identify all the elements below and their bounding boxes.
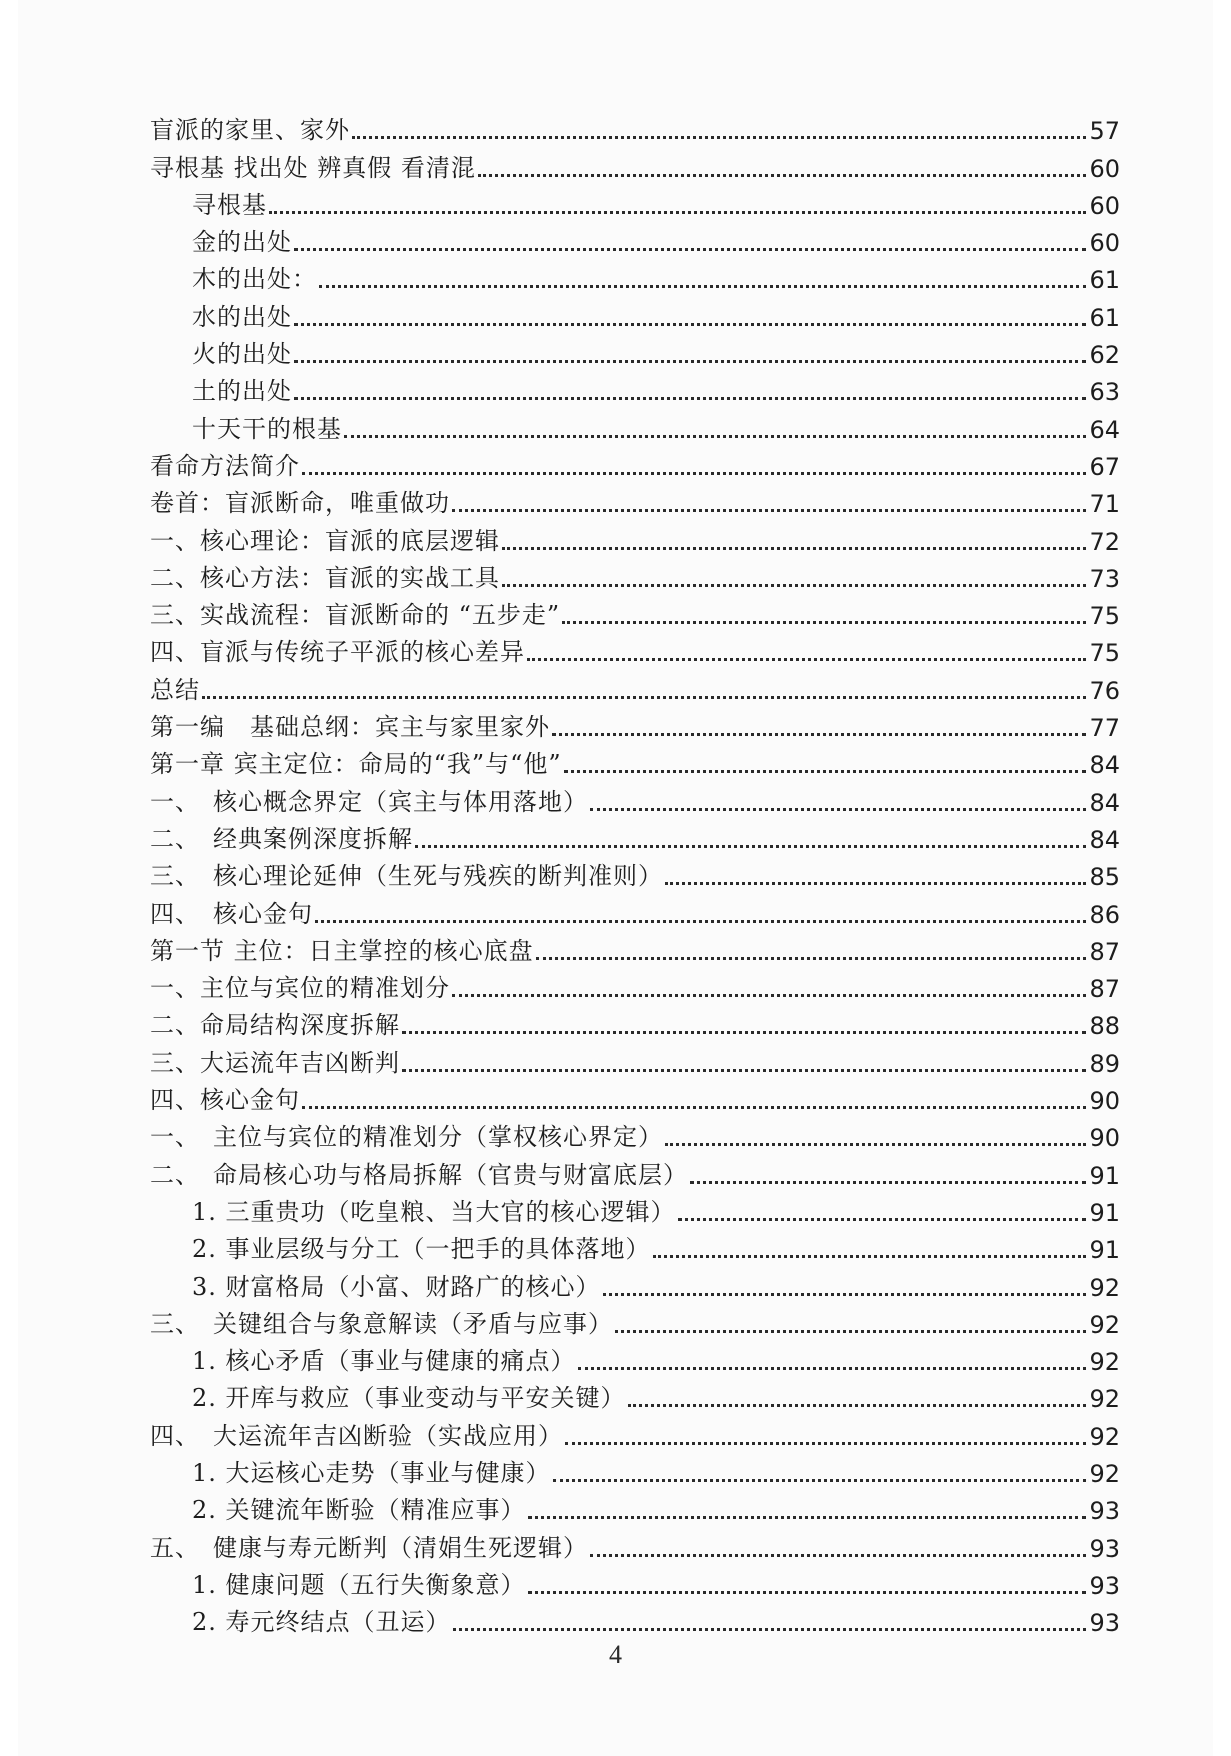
toc-entry-title: 金的出处	[192, 228, 292, 257]
toc-entry-title: 四、 核心金句	[150, 899, 313, 928]
dot-leader	[415, 845, 1086, 848]
toc-entry[interactable]	[150, 709, 1120, 746]
toc-entry[interactable]	[150, 224, 1120, 261]
dot-leader	[269, 211, 1086, 214]
dot-leader	[294, 323, 1086, 326]
toc-entry-title: 木的出处：	[192, 265, 317, 294]
toc-entry-page: 84	[1089, 751, 1120, 780]
toc-entry[interactable]	[150, 1007, 1120, 1044]
toc-entry-title: 寻根基	[192, 190, 267, 219]
toc-entry-title: 三、实战流程：盲派断命的 “五步走”	[150, 601, 561, 630]
toc-entry-page: 92	[1089, 1310, 1120, 1339]
toc-entry-title: 寻根基 找出处 辨真假 看清混	[150, 153, 476, 182]
toc-entry[interactable]	[150, 298, 1120, 335]
toc-entry[interactable]	[150, 1082, 1120, 1119]
toc-entry-page: 76	[1089, 676, 1120, 705]
toc-entry-page: 93	[1089, 1571, 1120, 1600]
toc-entry[interactable]	[150, 1343, 1120, 1380]
dot-leader	[552, 733, 1086, 736]
dot-leader	[302, 472, 1086, 475]
dot-leader	[452, 994, 1086, 997]
toc-entry[interactable]	[150, 112, 1120, 149]
toc-entry-page: 75	[1089, 639, 1120, 668]
toc-entry-page: 87	[1089, 937, 1120, 966]
toc-entry[interactable]	[150, 149, 1120, 186]
toc-entry[interactable]	[150, 1231, 1120, 1268]
dot-leader	[536, 957, 1086, 960]
toc-entry-page: 91	[1089, 1198, 1120, 1227]
toc-entry-title: 2. 事业层级与分工（一把手的具体落地）	[192, 1235, 651, 1264]
toc-entry[interactable]	[150, 634, 1120, 671]
dot-leader	[690, 1181, 1086, 1184]
toc-entry-title: 四、盲派与传统子平派的核心差异	[150, 638, 525, 667]
toc-entry-title: 第一编 基础总纲：宾主与家里家外	[150, 713, 550, 742]
dot-leader	[352, 136, 1086, 139]
toc-entry[interactable]	[150, 1268, 1120, 1305]
toc-entry-title: 2. 寿元终结点（丑运）	[192, 1608, 451, 1637]
toc-entry-page: 61	[1089, 266, 1120, 295]
page-number: 4	[609, 1640, 622, 1669]
toc-entry[interactable]	[150, 410, 1120, 447]
dot-leader	[528, 1516, 1086, 1519]
toc-entry-page: 75	[1089, 602, 1120, 631]
dot-leader	[562, 621, 1086, 624]
dot-leader	[590, 808, 1086, 811]
dot-leader	[528, 1591, 1086, 1594]
toc-entry[interactable]	[150, 1194, 1120, 1231]
toc-entry[interactable]	[150, 1380, 1120, 1417]
toc-entry-title: 总结	[150, 675, 200, 704]
toc-entry-page: 88	[1089, 1012, 1120, 1041]
toc-entry-page: 90	[1089, 1124, 1120, 1153]
dot-leader	[665, 882, 1086, 885]
toc-entry-page: 91	[1089, 1236, 1120, 1265]
toc-entry[interactable]	[150, 373, 1120, 410]
toc-entry[interactable]	[150, 597, 1120, 634]
dot-leader	[590, 1554, 1086, 1557]
toc-entry-title: 五、 健康与寿元断判（清娟生死逻辑）	[150, 1533, 588, 1562]
toc-entry-title: 卷首：盲派断命，唯重做功	[150, 489, 450, 518]
toc-entry-title: 2. 关键流年断验（精准应事）	[192, 1496, 526, 1525]
toc-entry[interactable]	[150, 560, 1120, 597]
toc-entry-page: 92	[1089, 1422, 1120, 1451]
toc-entry-page: 92	[1089, 1348, 1120, 1377]
toc-entry-title: 一、 主位与宾位的精准划分（掌权核心界定）	[150, 1123, 663, 1152]
dot-leader	[578, 1367, 1086, 1370]
toc-entry[interactable]	[150, 261, 1120, 298]
dot-leader	[202, 696, 1086, 699]
toc-entry-title: 三、 关键组合与象意解读（矛盾与应事）	[150, 1309, 613, 1338]
toc-entry[interactable]	[150, 1604, 1120, 1641]
toc-entry-page: 67	[1089, 452, 1120, 481]
toc-entry-page: 60	[1089, 191, 1120, 220]
dot-leader	[294, 360, 1086, 363]
toc-entry-title: 1. 三重贵功（吃皇粮、当大官的核心逻辑）	[192, 1197, 676, 1226]
toc-entry-page: 64	[1089, 415, 1120, 444]
toc-entry[interactable]	[150, 933, 1120, 970]
toc-entry[interactable]	[150, 895, 1120, 932]
dot-leader	[527, 658, 1086, 661]
toc-entry-page: 60	[1089, 229, 1120, 258]
dot-leader	[653, 1255, 1086, 1258]
toc-entry-title: 盲派的家里、家外	[150, 116, 350, 145]
toc-entry-title: 水的出处	[192, 302, 292, 331]
toc-entry-title: 四、 大运流年吉凶断验（实战应用）	[150, 1421, 563, 1450]
toc-entry[interactable]	[150, 970, 1120, 1007]
toc-entry-title: 十天干的根基	[192, 414, 342, 443]
dot-leader	[453, 1628, 1086, 1631]
toc-entry-page: 93	[1089, 1534, 1120, 1563]
toc-entry-title: 二、命局结构深度拆解	[150, 1011, 400, 1040]
dot-leader	[553, 1479, 1086, 1482]
toc-entry[interactable]	[150, 1529, 1120, 1566]
toc-entry-title: 一、主位与宾位的精准划分	[150, 974, 450, 1003]
toc-entry[interactable]	[150, 1417, 1120, 1454]
toc-entry-page: 87	[1089, 975, 1120, 1004]
toc-entry-page: 92	[1089, 1385, 1120, 1414]
dot-leader	[678, 1218, 1086, 1221]
toc-entry-title: 一、 核心概念界定（宾主与体用落地）	[150, 787, 588, 816]
toc-entry-page: 77	[1089, 714, 1120, 743]
toc-entry-page: 73	[1089, 564, 1120, 593]
dot-leader	[402, 1069, 1086, 1072]
toc-entry-title: 二、 命局核心功与格局拆解（官贵与财富底层）	[150, 1160, 688, 1189]
toc-entry-page: 61	[1089, 303, 1120, 332]
dot-leader	[565, 1442, 1086, 1445]
toc-entry[interactable]	[150, 783, 1120, 820]
toc-entry-page: 93	[1089, 1609, 1120, 1638]
toc-entry-page: 71	[1089, 490, 1120, 519]
toc-entry-page: 92	[1089, 1459, 1120, 1488]
toc-entry-page: 93	[1089, 1497, 1120, 1526]
toc-entry-title: 二、核心方法：盲派的实战工具	[150, 563, 500, 592]
dot-leader	[294, 248, 1086, 251]
toc-entry-page: 72	[1089, 527, 1120, 556]
toc-entry-title: 3. 财富格局（小富、财路广的核心）	[192, 1272, 601, 1301]
toc-entry-page: 84	[1089, 825, 1120, 854]
toc-entry-page: 63	[1089, 378, 1120, 407]
toc-entry-title: 1. 核心矛盾（事业与健康的痛点）	[192, 1347, 576, 1376]
toc-entry-title: 三、大运流年吉凶断判	[150, 1048, 400, 1077]
dot-leader	[665, 1143, 1086, 1146]
toc-entry-title: 火的出处	[192, 340, 292, 369]
table-of-contents	[150, 112, 1120, 1641]
toc-entry[interactable]	[150, 1455, 1120, 1492]
toc-entry-title: 第一章 宾主定位：命局的“我”与“他”	[150, 750, 562, 779]
dot-leader	[452, 509, 1086, 512]
dot-leader	[302, 1106, 1086, 1109]
toc-entry-page: 89	[1089, 1049, 1120, 1078]
toc-entry-title: 第一节 主位：日主掌控的核心底盘	[150, 936, 534, 965]
dot-leader	[628, 1404, 1086, 1407]
dot-leader	[502, 584, 1086, 587]
toc-entry-title: 四、核心金句	[150, 1086, 300, 1115]
dot-leader	[402, 1031, 1086, 1034]
toc-entry-title: 一、核心理论：盲派的底层逻辑	[150, 526, 500, 555]
dot-leader	[294, 397, 1086, 400]
toc-entry-page: 57	[1089, 117, 1120, 146]
toc-entry-page: 91	[1089, 1161, 1120, 1190]
toc-entry-title: 二、 经典案例深度拆解	[150, 824, 413, 853]
toc-entry[interactable]	[150, 858, 1120, 895]
toc-entry[interactable]	[150, 746, 1120, 783]
toc-entry-title: 土的出处	[192, 377, 292, 406]
toc-entry[interactable]	[150, 1044, 1120, 1081]
dot-leader	[603, 1293, 1086, 1296]
dot-leader	[319, 285, 1086, 288]
toc-entry[interactable]	[150, 1492, 1120, 1529]
toc-entry-page: 84	[1089, 788, 1120, 817]
dot-leader	[615, 1330, 1086, 1333]
toc-entry[interactable]	[150, 336, 1120, 373]
toc-entry[interactable]	[150, 187, 1120, 224]
dot-leader	[344, 435, 1086, 438]
dot-leader	[502, 547, 1086, 550]
toc-entry-title: 2. 开库与救应（事业变动与平安关键）	[192, 1384, 626, 1413]
dot-leader	[478, 174, 1086, 177]
dot-leader	[315, 920, 1086, 923]
document-page	[18, 0, 1213, 1756]
toc-entry[interactable]	[150, 1156, 1120, 1193]
toc-entry[interactable]	[150, 1306, 1120, 1343]
toc-entry[interactable]	[150, 671, 1120, 708]
toc-entry-page: 92	[1089, 1273, 1120, 1302]
toc-entry-title: 三、 核心理论延伸（生死与残疾的断判准则）	[150, 862, 663, 891]
toc-entry-page: 85	[1089, 863, 1120, 892]
toc-entry-title: 看命方法简介	[150, 451, 300, 480]
toc-entry[interactable]	[150, 522, 1120, 559]
toc-entry[interactable]	[150, 1567, 1120, 1604]
toc-entry-title: 1. 健康问题（五行失衡象意）	[192, 1570, 526, 1599]
dot-leader	[564, 770, 1086, 773]
toc-entry-page: 62	[1089, 341, 1120, 370]
toc-entry[interactable]	[150, 821, 1120, 858]
toc-entry-page: 90	[1089, 1087, 1120, 1116]
toc-entry-page: 86	[1089, 900, 1120, 929]
toc-entry[interactable]	[150, 1119, 1120, 1156]
toc-entry-page: 60	[1089, 154, 1120, 183]
toc-entry[interactable]	[150, 485, 1120, 522]
toc-entry[interactable]	[150, 448, 1120, 485]
toc-entry-title: 1. 大运核心走势（事业与健康）	[192, 1458, 551, 1487]
